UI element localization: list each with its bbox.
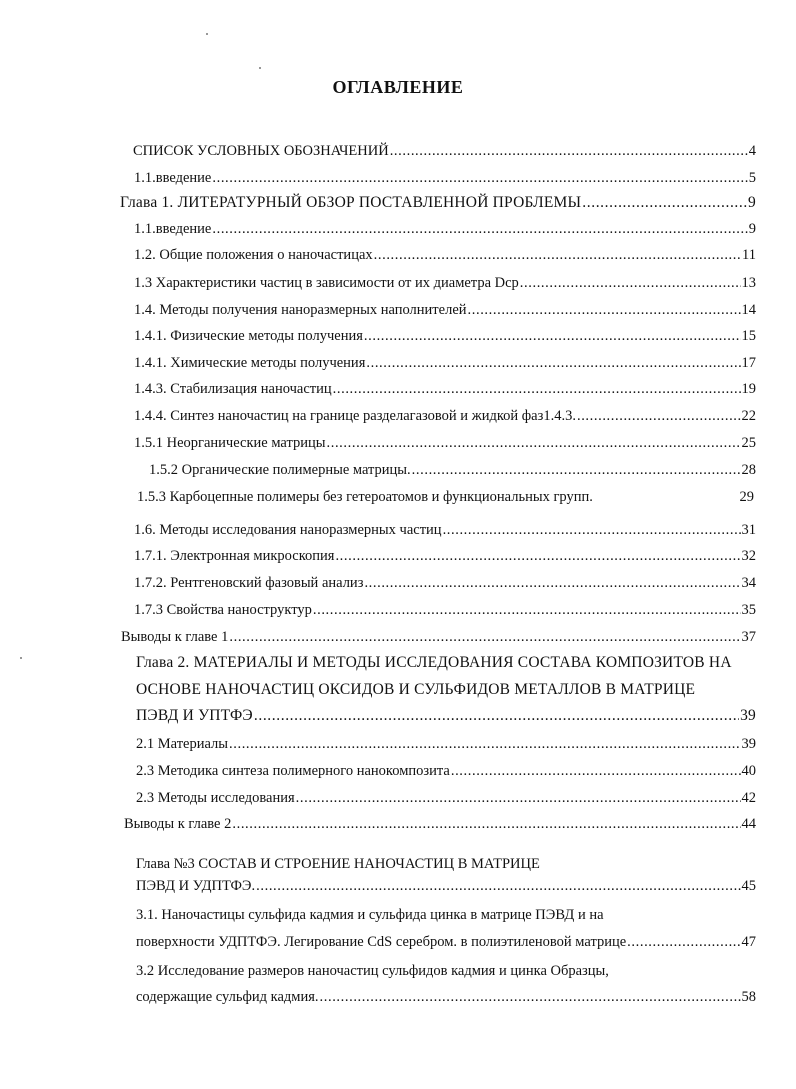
toc-entry-page: 4 [748, 143, 756, 159]
toc-entry [120, 194, 756, 212]
toc-entry-text: Выводы к главе 2 [124, 816, 232, 832]
toc-entry-page: 45 [741, 878, 756, 894]
toc-entry-text: ПЭВД И УПТФЭ [136, 707, 253, 724]
toc-entry-page: 13 [741, 275, 756, 291]
toc-entry-page: 9 [748, 194, 756, 211]
toc-entry-page: 35 [741, 602, 756, 618]
toc-entry [134, 407, 756, 425]
toc-leader [366, 354, 740, 372]
scan-speck [259, 67, 261, 69]
toc-entry [136, 988, 756, 1006]
toc-entry-text: 1.7.2. Рентгеновский фазовый анализ [134, 575, 364, 591]
toc-entry-text: 1.5.1 Неорганические матрицы [134, 435, 326, 451]
toc-entry-text: 1.3 Характеристики частиц в зависимости от их диаметра Dcp [134, 275, 519, 291]
toc-entry-page: 19 [741, 381, 756, 397]
toc-leader [577, 407, 741, 425]
page-title: ОГЛАВЛЕНИЕ [332, 77, 464, 97]
toc-leader [256, 877, 740, 895]
toc-leader [232, 815, 740, 833]
toc-entry [134, 274, 756, 292]
toc-entry-text: 2.3 Методика синтеза полимерного нанокомпозита [136, 763, 450, 779]
toc-leader [212, 220, 747, 238]
toc-entry-page: 25 [741, 435, 756, 451]
toc-entry [136, 762, 756, 780]
toc-heading-line: ОСНОВЕ НАНОЧАСТИЦ ОКСИДОВ И СУЛЬФИДОВ МЕТАЛЛОВ В МАТРИЦЕ [136, 681, 696, 698]
toc-entry-text: 1.5.2 Органические полимерные матрицы. [149, 462, 411, 478]
toc-entry-page: 37 [741, 629, 756, 645]
toc-entry-page: 47 [741, 934, 756, 950]
toc-entry [134, 574, 756, 592]
toc-entry [137, 488, 754, 506]
toc-entry-text: Выводы к главе 1 [121, 629, 229, 645]
toc-leader [364, 327, 741, 345]
toc-entry-page: 39 [740, 707, 756, 724]
toc-entry [134, 220, 756, 238]
toc-entry [134, 601, 756, 619]
toc-entry-text: СПИСОК УСЛОВНЫХ ОБОЗНАЧЕНИЙ [133, 143, 389, 159]
toc-leader [412, 461, 741, 479]
toc-heading-line: 3.1. Наночастицы сульфида кадмия и сульфида цинка в матрице ПЭВД и на [136, 907, 604, 923]
toc-entry-text: 1.1.введение [134, 221, 212, 237]
toc-leader [320, 988, 741, 1006]
toc-entry [124, 815, 756, 833]
toc-entry [134, 327, 756, 345]
toc-entry-text: 1.6. Методы исследования наноразмерных частиц [134, 522, 442, 538]
toc-entry-page: 34 [741, 575, 756, 591]
toc-entry-page: 29 [739, 489, 754, 505]
toc-entry [134, 301, 756, 319]
toc-entry-text: 1.4.4. Синтез наночастиц на границе разделагазовой и жидкой фаз1.4.3. [134, 408, 576, 424]
toc-leader [212, 169, 747, 187]
toc-leader [443, 521, 741, 539]
toc-leader [520, 274, 741, 292]
toc-entry-text: 1.2. Общие положения о наночастицах [134, 247, 373, 263]
toc-entry-text: 2.3 Методы исследования [136, 790, 295, 806]
toc-entry [134, 354, 756, 372]
toc-entry-page: 5 [748, 170, 756, 186]
toc-entry-text: 1.1.введение [134, 170, 212, 186]
toc-entry-text: 1.4.3. Стабилизация наночастиц [134, 381, 332, 397]
toc-heading-line: Глава №3 СОСТАВ И СТРОЕНИЕ НАНОЧАСТИЦ В МАТРИЦЕ [136, 856, 540, 872]
toc-entry-text: Глава 1. ЛИТЕРАТУРНЫЙ ОБЗОР ПОСТАВЛЕННОЙ ПРОБЛЕМЫ [120, 194, 582, 211]
toc-leader [374, 246, 741, 264]
toc-entry-text: 1.7.3 Свойства наноструктур [134, 602, 312, 618]
toc-heading-line: Глава 2. МАТЕРИАЛЫ И МЕТОДЫ ИССЛЕДОВАНИЯ СОСТАВА КОМПОЗИТОВ НА [136, 654, 732, 671]
toc-leader [627, 933, 740, 951]
toc-entry-text: 1.5.3 Карбоцепные полимеры без гетероатомов и функциональных групп. [137, 489, 593, 505]
toc-leader [390, 142, 748, 160]
toc-entry-page: 42 [741, 790, 756, 806]
scan-speck [20, 657, 22, 659]
toc-entry-text: поверхности УДПТФЭ. Легирование CdS серебром. в полиэтиленовой матрице [136, 934, 627, 950]
toc-entry [136, 707, 756, 725]
scan-speck [206, 33, 208, 35]
toc-entry-page: 31 [741, 522, 756, 538]
toc-entry-text: ПЭВД И УДПТФЭ. [136, 878, 256, 894]
toc-entry-text: содержащие сульфид кадмия. [136, 989, 319, 1005]
toc-entry-page: 11 [742, 247, 756, 263]
toc-entry [134, 169, 756, 187]
toc-leader [229, 735, 740, 753]
toc-entry [134, 521, 756, 539]
toc-leader [364, 574, 740, 592]
toc-entry-text: 1.4. Методы получения наноразмерных наполнителей [134, 302, 467, 318]
toc-entry-page: 15 [741, 328, 756, 344]
toc-entry-page: 32 [741, 548, 756, 564]
toc-entry [134, 246, 756, 264]
toc-leader [229, 628, 740, 646]
toc-entry-page: 9 [748, 221, 756, 237]
toc-entry-text: 1.4.1. Физические методы получения [134, 328, 363, 344]
toc-entry-page: 28 [741, 462, 756, 478]
toc-entry-text: 2.1 Материалы [136, 736, 229, 752]
toc-leader [333, 380, 741, 398]
toc-entry [121, 628, 756, 646]
toc-entry [134, 434, 756, 452]
toc-entry [136, 735, 756, 753]
toc-entry [136, 877, 756, 895]
toc-leader [254, 707, 739, 725]
toc-heading-line: 3.2 Исследование размеров наночастиц сульфидов кадмия и цинка Образцы, [136, 963, 609, 979]
toc-entry [149, 461, 756, 479]
toc-leader [582, 194, 747, 212]
toc-entry-page: 44 [741, 816, 756, 832]
toc-entry-page: 14 [741, 302, 756, 318]
toc-leader [335, 547, 740, 565]
toc-entry-page: 58 [741, 989, 756, 1005]
toc-leader [468, 301, 741, 319]
toc-entry-text: 1.7.1. Электронная микроскопия [134, 548, 335, 564]
toc-entry [136, 789, 756, 807]
toc-entry [134, 547, 756, 565]
toc-entry-page: 39 [741, 736, 756, 752]
toc-leader [313, 601, 741, 619]
toc-leader [451, 762, 741, 780]
toc-entry [136, 933, 756, 951]
toc-leader [327, 434, 741, 452]
toc-entry [134, 380, 756, 398]
toc-entry-text: 1.4.1. Химические методы получения [134, 355, 366, 371]
toc-entry [133, 142, 756, 160]
toc-entry-page: 17 [741, 355, 756, 371]
toc-entry-page: 22 [741, 408, 756, 424]
toc-leader [296, 789, 741, 807]
toc-entry-page: 40 [741, 763, 756, 779]
